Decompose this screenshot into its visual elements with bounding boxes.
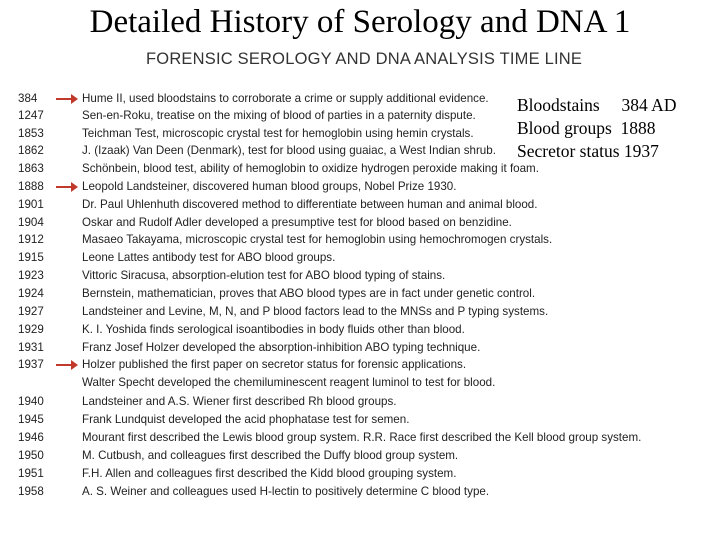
timeline-year: 1862	[18, 144, 44, 157]
timeline-event: M. Cutbush, and colleagues first described the Duffy blood group system.	[82, 449, 459, 462]
timeline-year: 1901	[18, 198, 44, 211]
slide-title: Detailed History of Serology and DNA 1	[89, 4, 631, 40]
timeline-year: 1929	[18, 323, 44, 336]
timeline-row	[0, 90, 520, 108]
timeline-year: 1927	[18, 305, 44, 318]
timeline-event: Sen-en-Roku, treatise on the mixing of blood of parties in a paternity dispute.	[82, 109, 476, 122]
timeline-event: Oskar and Rudolf Adler developed a presumptive test for blood based on benzidine.	[82, 216, 512, 229]
arrow-right-icon	[56, 98, 76, 100]
timeline-event: Schönbein, blood test, ability of hemoglobin to oxidize hydrogen peroxide making it foam.	[82, 162, 539, 175]
side-notes	[517, 94, 717, 163]
timeline-row	[0, 125, 520, 143]
side-note: Blood groups 1888	[517, 118, 656, 138]
timeline-year: 1931	[18, 341, 44, 354]
arrow-right-icon	[56, 186, 76, 188]
timeline-row	[0, 393, 520, 411]
timeline-event: J. (Izaak) Van Deen (Denmark), test for blood using guaiac, a West Indian shrub.	[82, 144, 496, 157]
timeline-heading: FORENSIC SEROLOGY AND DNA ANALYSIS TIME LINE	[146, 50, 583, 68]
timeline-row	[0, 356, 520, 374]
timeline-row	[0, 429, 642, 447]
timeline-event: Leone Lattes antibody test for ABO blood groups.	[82, 251, 336, 264]
timeline-event: Leopold Landsteiner, discovered human blood groups, Nobel Prize 1930.	[82, 180, 457, 193]
timeline-year: 1853	[18, 127, 44, 140]
timeline-row	[0, 303, 549, 321]
timeline-row	[0, 411, 520, 429]
timeline-event: Bernstein, mathematician, proves that ABO blood types are in fact under genetic control.	[82, 287, 536, 300]
timeline-event: F.H. Allen and colleagues first described the Kidd blood grouping system.	[82, 467, 457, 480]
timeline-event: Masaeo Takayama, microscopic crystal test for hemoglobin using hemochromogen crystals.	[82, 233, 553, 246]
timeline-year: 1923	[18, 269, 44, 282]
timeline-year: 1247	[18, 109, 44, 122]
timeline-year: 1915	[18, 251, 44, 264]
side-note: Secretor status 1937	[517, 141, 659, 161]
timeline-row	[0, 178, 520, 196]
timeline-year: 1945	[18, 413, 44, 426]
timeline-event: K. I. Yoshida finds serological isoantibodies in body fluids other than blood.	[82, 323, 465, 336]
timeline-year: 1888	[18, 180, 44, 193]
timeline-row	[0, 483, 520, 501]
timeline-event: Teichman Test, microscopic crystal test for hemoglobin using hemin crystals.	[82, 127, 474, 140]
timeline-event: Walter Specht developed the chemiluminescent reagent luminol to test for blood.	[82, 376, 496, 389]
timeline-row	[0, 465, 520, 483]
timeline-row	[0, 321, 520, 339]
timeline-row	[0, 374, 520, 392]
timeline-event: A. S. Weiner and colleagues used H-lectin to positively determine C blood type.	[82, 485, 490, 498]
timeline-year: 1904	[18, 216, 44, 229]
timeline-year: 384	[18, 92, 38, 105]
timeline-event: Mourant first described the Lewis blood group system. R.R. Race first described the Kell blood group system.	[82, 431, 642, 444]
side-note: Bloodstains 384 AD	[517, 95, 677, 115]
timeline-row	[0, 142, 520, 160]
timeline-year: 1958	[18, 485, 44, 498]
timeline-row	[0, 285, 536, 303]
timeline-year: 1950	[18, 449, 44, 462]
timeline-event: Landsteiner and A.S. Wiener first described Rh blood groups.	[82, 395, 397, 408]
timeline-row	[0, 339, 520, 357]
timeline-row	[0, 249, 520, 267]
timeline-event: Frank Lundquist developed the acid phophatase test for semen.	[82, 413, 410, 426]
timeline-year: 1924	[18, 287, 44, 300]
timeline-event: Holzer published the first paper on secretor status for forensic applications.	[82, 358, 467, 371]
timeline-year: 1940	[18, 395, 44, 408]
timeline-row	[0, 267, 520, 285]
timeline-event: Dr. Paul Uhlenhuth discovered method to differentiate between human and animal blood.	[82, 198, 538, 211]
timeline-event: Landsteiner and Levine, M, N, and P blood factors lead to the MNSs and P typing systems.	[82, 305, 549, 318]
timeline-row	[0, 231, 553, 249]
timeline-year: 1863	[18, 162, 44, 175]
timeline-year: 1912	[18, 233, 44, 246]
timeline-year: 1937	[18, 358, 44, 371]
timeline-year: 1946	[18, 431, 44, 444]
timeline-event: Hume II, used bloodstains to corroborate a crime or supply additional evidence.	[82, 92, 489, 105]
arrow-right-icon	[56, 364, 76, 366]
timeline-event: Franz Josef Holzer developed the absorption-inhibition ABO typing technique.	[82, 341, 481, 354]
timeline-row	[0, 447, 520, 465]
timeline-row	[0, 214, 520, 232]
timeline-row	[0, 107, 520, 125]
timeline-event: Vittoric Siracusa, absorption-elution test for ABO blood typing of stains.	[82, 269, 446, 282]
timeline-row	[0, 196, 538, 214]
timeline-year: 1951	[18, 467, 44, 480]
timeline-row	[0, 160, 539, 178]
